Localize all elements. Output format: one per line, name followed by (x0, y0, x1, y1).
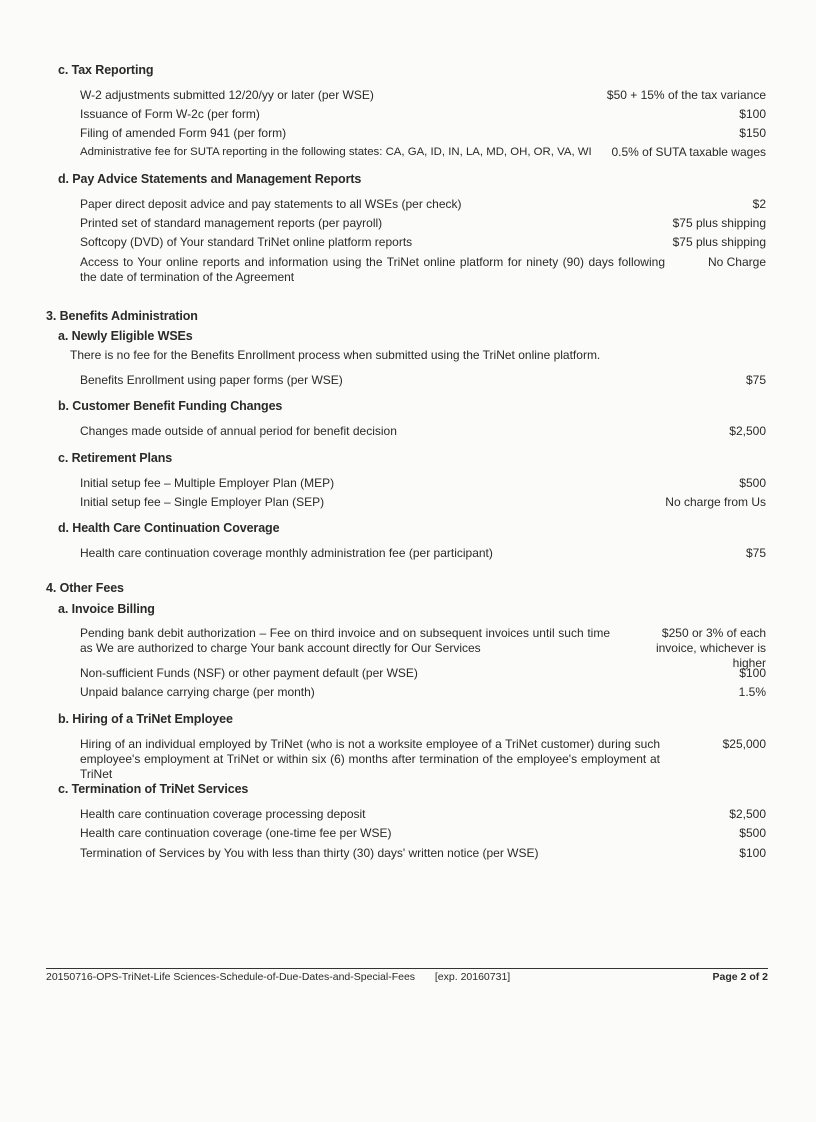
fee-row (80, 145, 766, 160)
fee-description: Administrative fee for SUTA reporting in the following states: CA, GA, ID, IN, LA, MD, OH, OR, VA, WI (80, 146, 592, 158)
fee-row (80, 495, 766, 510)
fee-description: W-2 adjustments submitted 12/20/yy or later (per WSE) (80, 88, 374, 102)
fee-description: Access to Your online reports and information using the TriNet online platform for ninety (90) days following the date of termination of the Agreement (80, 255, 665, 284)
footer-document-id (46, 971, 510, 983)
invoice-billing-heading: a. Invoice Billing (58, 602, 155, 616)
fee-description: Paper direct deposit advice and pay statements to all WSEs (per check) (80, 197, 462, 211)
other-fees-heading: 4. Other Fees (46, 581, 124, 595)
fee-amount: $2,500 (729, 807, 766, 821)
benefits-heading: 3. Benefits Administration (46, 309, 198, 323)
fee-row (80, 546, 766, 561)
fee-row (80, 216, 766, 231)
fee-description: Termination of Services by You with less than thirty (30) days' written notice (per WSE) (80, 846, 539, 860)
fee-row (80, 197, 766, 212)
footer-expiry: [exp. 20160731] (434, 971, 511, 983)
fee-row (80, 107, 766, 122)
fee-amount: No Charge (707, 255, 766, 269)
fee-row (80, 476, 766, 491)
fee-row (80, 88, 766, 103)
fee-description: Health care continuation coverage monthly administration fee (per participant) (80, 546, 493, 560)
fee-row (80, 807, 766, 822)
fee-row (80, 424, 766, 439)
fee-description: Changes made outside of annual period for benefit decision (80, 424, 397, 438)
fee-description: Unpaid balance carrying charge (per month) (80, 685, 315, 699)
fee-description: Non-sufficient Funds (NSF) or other payment default (per WSE) (80, 666, 418, 680)
fee-description: Issuance of Form W-2c (per form) (80, 107, 260, 121)
tax-reporting-heading: c. Tax Reporting (58, 63, 154, 77)
termination-heading: c. Termination of TriNet Services (58, 782, 249, 796)
fee-row (80, 846, 766, 861)
fee-amount: $75 (745, 373, 766, 387)
enrollment-note: There is no fee for the Benefits Enrollment process when submitted using the TriNet online platform. (70, 348, 601, 362)
fee-amount: $500 (739, 826, 766, 840)
fee-description: Softcopy (DVD) of Your standard TriNet online platform reports (80, 235, 413, 249)
fee-amount: No charge from Us (665, 495, 766, 509)
fee-description: Initial setup fee – Single Employer Plan (SEP) (80, 495, 325, 509)
fee-amount: $250 or 3% of each invoice, whichever is higher (655, 626, 766, 670)
pay-advice-heading: d. Pay Advice Statements and Management Reports (58, 172, 362, 186)
fee-description: Health care continuation coverage (one-time fee per WSE) (80, 826, 392, 840)
fee-description: Benefits Enrollment using paper forms (per WSE) (80, 373, 343, 387)
fee-row (80, 666, 766, 681)
fee-amount: $50 + 15% of the tax variance (606, 88, 766, 102)
fee-amount: $75 plus shipping (672, 216, 766, 230)
fee-amount: $75 (745, 546, 766, 560)
funding-changes-heading: b. Customer Benefit Funding Changes (58, 399, 283, 413)
fee-description: Hiring of an individual employed by TriNet (who is not a worksite employee of a TriNet customer) during such employee's employment at TriNet or within six (6) months after termination of the employee's employment at TriNet (80, 737, 660, 781)
fee-row (80, 826, 766, 841)
page-number: Page 2 of 2 (712, 971, 768, 983)
fee-row (80, 255, 766, 285)
fee-description: Printed set of standard management reports (per payroll) (80, 216, 383, 230)
fee-amount: 0.5% of SUTA taxable wages (611, 145, 766, 159)
fee-amount: 1.5% (738, 685, 766, 699)
fee-row (80, 126, 766, 141)
fee-row (80, 373, 766, 388)
fee-description: Health care continuation coverage processing deposit (80, 807, 366, 821)
fee-amount: $100 (739, 107, 766, 121)
fee-amount: $150 (739, 126, 766, 140)
page-footer (46, 971, 768, 983)
footer-divider (46, 968, 768, 969)
footer-doc-name: 20150716-OPS-TriNet-Life Sciences-Schedule-of-Due-Dates-and-Special-Fees (46, 971, 416, 983)
fee-amount: $500 (739, 476, 766, 490)
hiring-heading: b. Hiring of a TriNet Employee (58, 712, 233, 726)
fee-amount: $2,500 (729, 424, 766, 438)
fee-row (80, 685, 766, 700)
fee-amount: $2 (752, 197, 766, 211)
fee-amount: $75 plus shipping (672, 235, 766, 249)
fee-row (80, 737, 766, 782)
health-care-heading: d. Health Care Continuation Coverage (58, 521, 280, 535)
retirement-heading: c. Retirement Plans (58, 451, 173, 465)
fee-row (80, 235, 766, 250)
fee-amount: $100 (739, 846, 766, 860)
fee-amount: $25,000 (722, 737, 766, 751)
fee-amount: $100 (739, 666, 766, 680)
fee-description: Pending bank debit authorization – Fee on third invoice and on subsequent invoices until such time as We are authorized to charge Your bank account directly for Our Services (80, 626, 610, 655)
newly-eligible-heading: a. Newly Eligible WSEs (58, 329, 193, 343)
fee-row (80, 626, 766, 671)
fee-description: Initial setup fee – Multiple Employer Plan (MEP) (80, 476, 335, 490)
fee-description: Filing of amended Form 941 (per form) (80, 126, 287, 140)
